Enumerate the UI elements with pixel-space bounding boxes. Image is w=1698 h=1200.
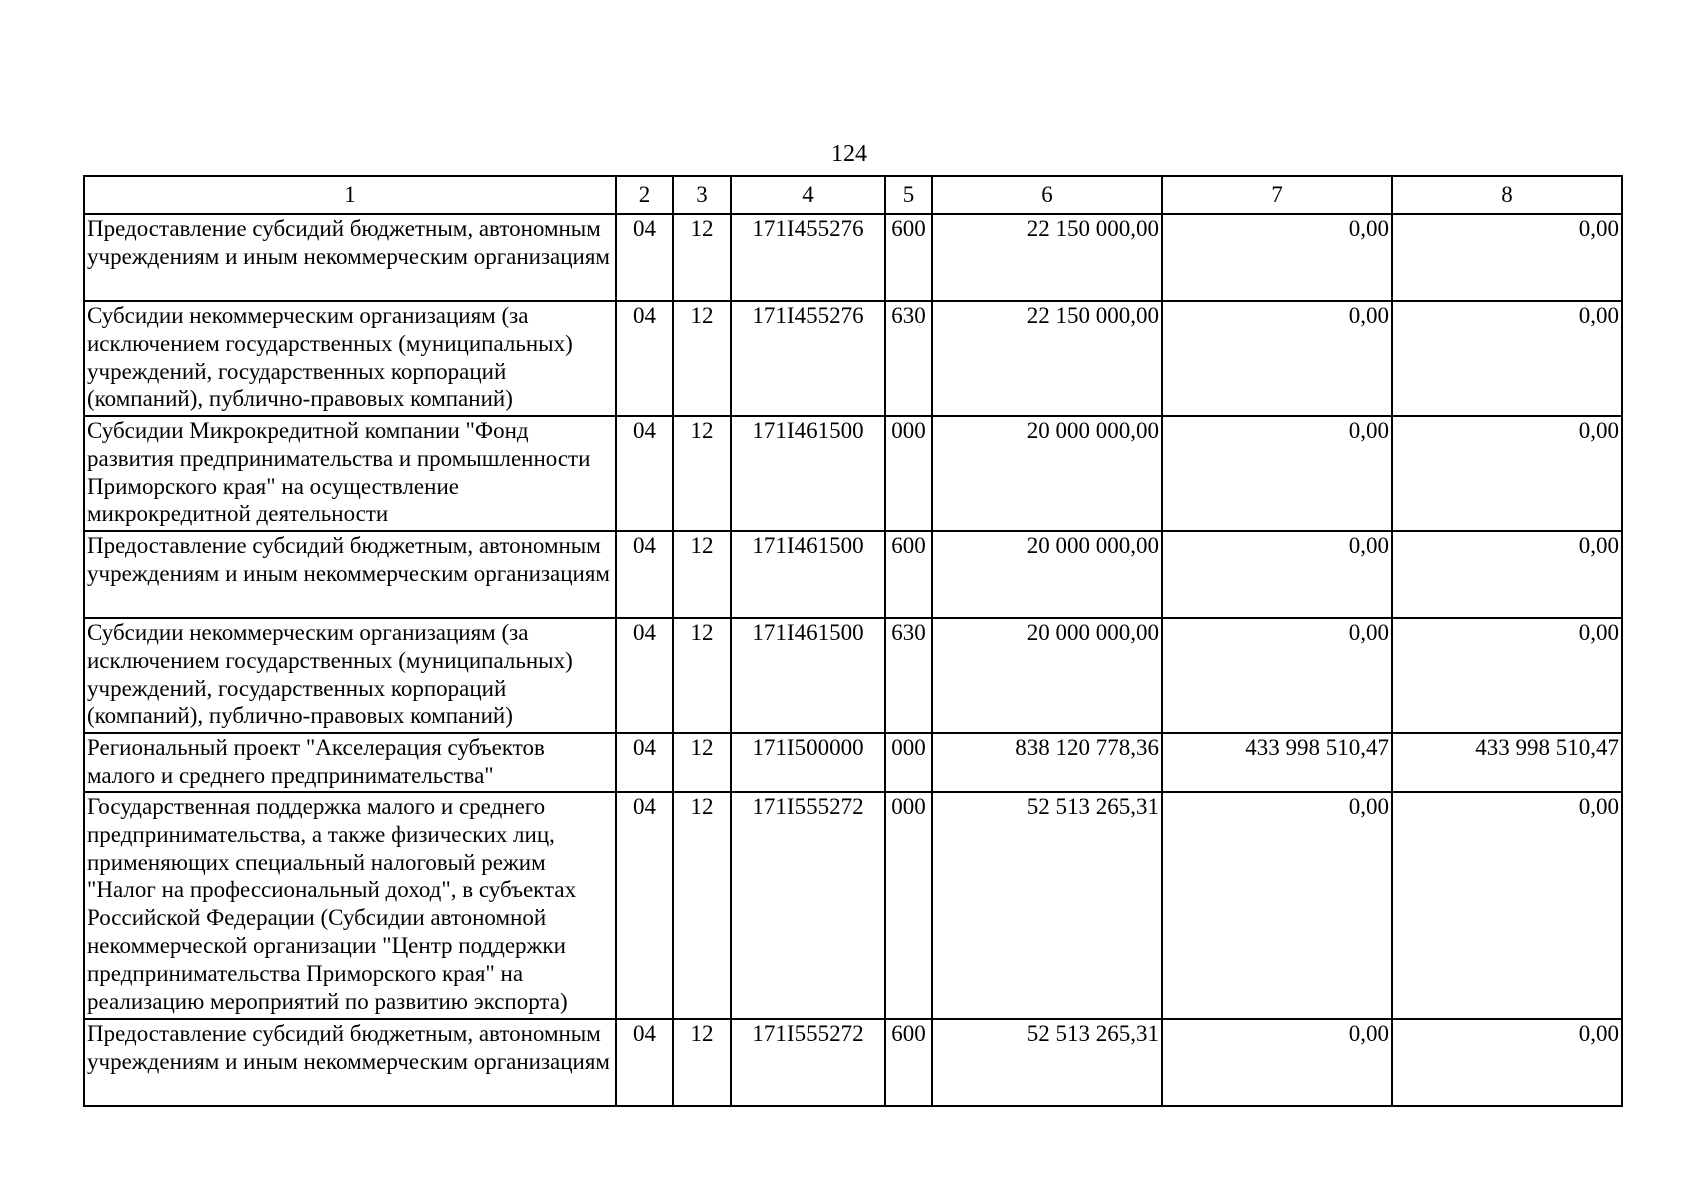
row-name: Предоставление субсидий бюджетным, автономным учреждениям и иным некоммерческим организациям: [84, 1019, 616, 1106]
row-section: 04: [616, 416, 673, 531]
row-subsection: 12: [673, 301, 731, 416]
row-expense-type: 000: [885, 733, 932, 792]
row-amount-7: 0,00: [1162, 214, 1392, 301]
row-amount-8: 0,00: [1392, 416, 1622, 531]
table-row: [84, 618, 1622, 733]
table-row: [84, 733, 1622, 792]
row-target-code: 171I461500: [731, 416, 885, 531]
header-cell-5: 5: [885, 176, 932, 214]
header-cell-7: 7: [1162, 176, 1392, 214]
row-subsection: 12: [673, 733, 731, 792]
row-amount-7: 0,00: [1162, 301, 1392, 416]
row-target-code: 171I500000: [731, 733, 885, 792]
row-name: Предоставление субсидий бюджетным, автономным учреждениям и иным некоммерческим организациям: [84, 214, 616, 301]
table-body: [84, 214, 1622, 1106]
row-subsection: 12: [673, 416, 731, 531]
row-amount-6: 20 000 000,00: [932, 531, 1162, 618]
row-target-code: 171I461500: [731, 618, 885, 733]
row-name: Предоставление субсидий бюджетным, автономным учреждениям и иным некоммерческим организациям: [84, 531, 616, 618]
header-row: [84, 176, 1622, 214]
row-target-code: 171I455276: [731, 214, 885, 301]
row-amount-8: 0,00: [1392, 1019, 1622, 1106]
row-name: Субсидии Микрокредитной компании "Фонд развития предпринимательства и промышленности Приморского края" на осуществление микрокредитной деятельности: [84, 416, 616, 531]
row-amount-8: 0,00: [1392, 531, 1622, 618]
header-cell-6: 6: [932, 176, 1162, 214]
table-row: [84, 214, 1622, 301]
row-name: Региональный проект "Акселерация субъектов малого и среднего предпринимательства": [84, 733, 616, 792]
header-cell-8: 8: [1392, 176, 1622, 214]
row-amount-8: 0,00: [1392, 214, 1622, 301]
row-amount-8: 0,00: [1392, 301, 1622, 416]
row-section: 04: [616, 301, 673, 416]
row-name: Субсидии некоммерческим организациям (за исключением государственных (муниципальных) учреждений, государственных корпораций (компаний), публично-правовых компаний): [84, 301, 616, 416]
row-subsection: 12: [673, 214, 731, 301]
row-section: 04: [616, 531, 673, 618]
row-amount-7: 0,00: [1162, 416, 1392, 531]
row-section: 04: [616, 792, 673, 1019]
row-target-code: 171I455276: [731, 301, 885, 416]
row-section: 04: [616, 733, 673, 792]
row-name: Субсидии некоммерческим организациям (за исключением государственных (муниципальных) учреждений, государственных корпораций (компаний), публично-правовых компаний): [84, 618, 616, 733]
row-amount-6: 20 000 000,00: [932, 416, 1162, 531]
table-row: [84, 416, 1622, 531]
header-cell-4: 4: [731, 176, 885, 214]
row-target-code: 171I555272: [731, 792, 885, 1019]
row-expense-type: 000: [885, 792, 932, 1019]
row-amount-6: 52 513 265,31: [932, 1019, 1162, 1106]
header-cell-1: 1: [84, 176, 616, 214]
row-expense-type: 630: [885, 301, 932, 416]
row-amount-6: 838 120 778,36: [932, 733, 1162, 792]
row-amount-6: 22 150 000,00: [932, 214, 1162, 301]
table-row: [84, 792, 1622, 1019]
row-amount-6: 20 000 000,00: [932, 618, 1162, 733]
row-amount-7: 0,00: [1162, 618, 1392, 733]
budget-table: [83, 175, 1623, 1107]
row-amount-7: 0,00: [1162, 531, 1392, 618]
header-cell-2: 2: [616, 176, 673, 214]
table-header: [84, 176, 1622, 214]
row-amount-6: 22 150 000,00: [932, 301, 1162, 416]
row-name: Государственная поддержка малого и среднего предпринимательства, а также физических лиц, применяющих специальный налоговый режим "Налог на профессиональный доход", в субъектах Российской Федерации (Субсидии автономной некоммерческой организации "Центр поддержки предпринимательства Приморского края" на реализацию мероприятий по развитию экспорта): [84, 792, 616, 1019]
row-amount-8: 433 998 510,47: [1392, 733, 1622, 792]
row-section: 04: [616, 618, 673, 733]
row-section: 04: [616, 1019, 673, 1106]
page-number: 124: [831, 141, 867, 167]
row-subsection: 12: [673, 618, 731, 733]
row-amount-7: 0,00: [1162, 1019, 1392, 1106]
row-expense-type: 000: [885, 416, 932, 531]
row-subsection: 12: [673, 531, 731, 618]
row-amount-8: 0,00: [1392, 792, 1622, 1019]
row-amount-6: 52 513 265,31: [932, 792, 1162, 1019]
row-subsection: 12: [673, 792, 731, 1019]
row-target-code: 171I461500: [731, 531, 885, 618]
row-amount-7: 433 998 510,47: [1162, 733, 1392, 792]
table-row: [84, 1019, 1622, 1106]
row-amount-8: 0,00: [1392, 618, 1622, 733]
table-row: [84, 531, 1622, 618]
row-section: 04: [616, 214, 673, 301]
row-expense-type: 600: [885, 214, 932, 301]
row-subsection: 12: [673, 1019, 731, 1106]
row-expense-type: 630: [885, 618, 932, 733]
row-expense-type: 600: [885, 531, 932, 618]
header-cell-3: 3: [673, 176, 731, 214]
row-expense-type: 600: [885, 1019, 932, 1106]
row-target-code: 171I555272: [731, 1019, 885, 1106]
table-row: [84, 301, 1622, 416]
row-amount-7: 0,00: [1162, 792, 1392, 1019]
